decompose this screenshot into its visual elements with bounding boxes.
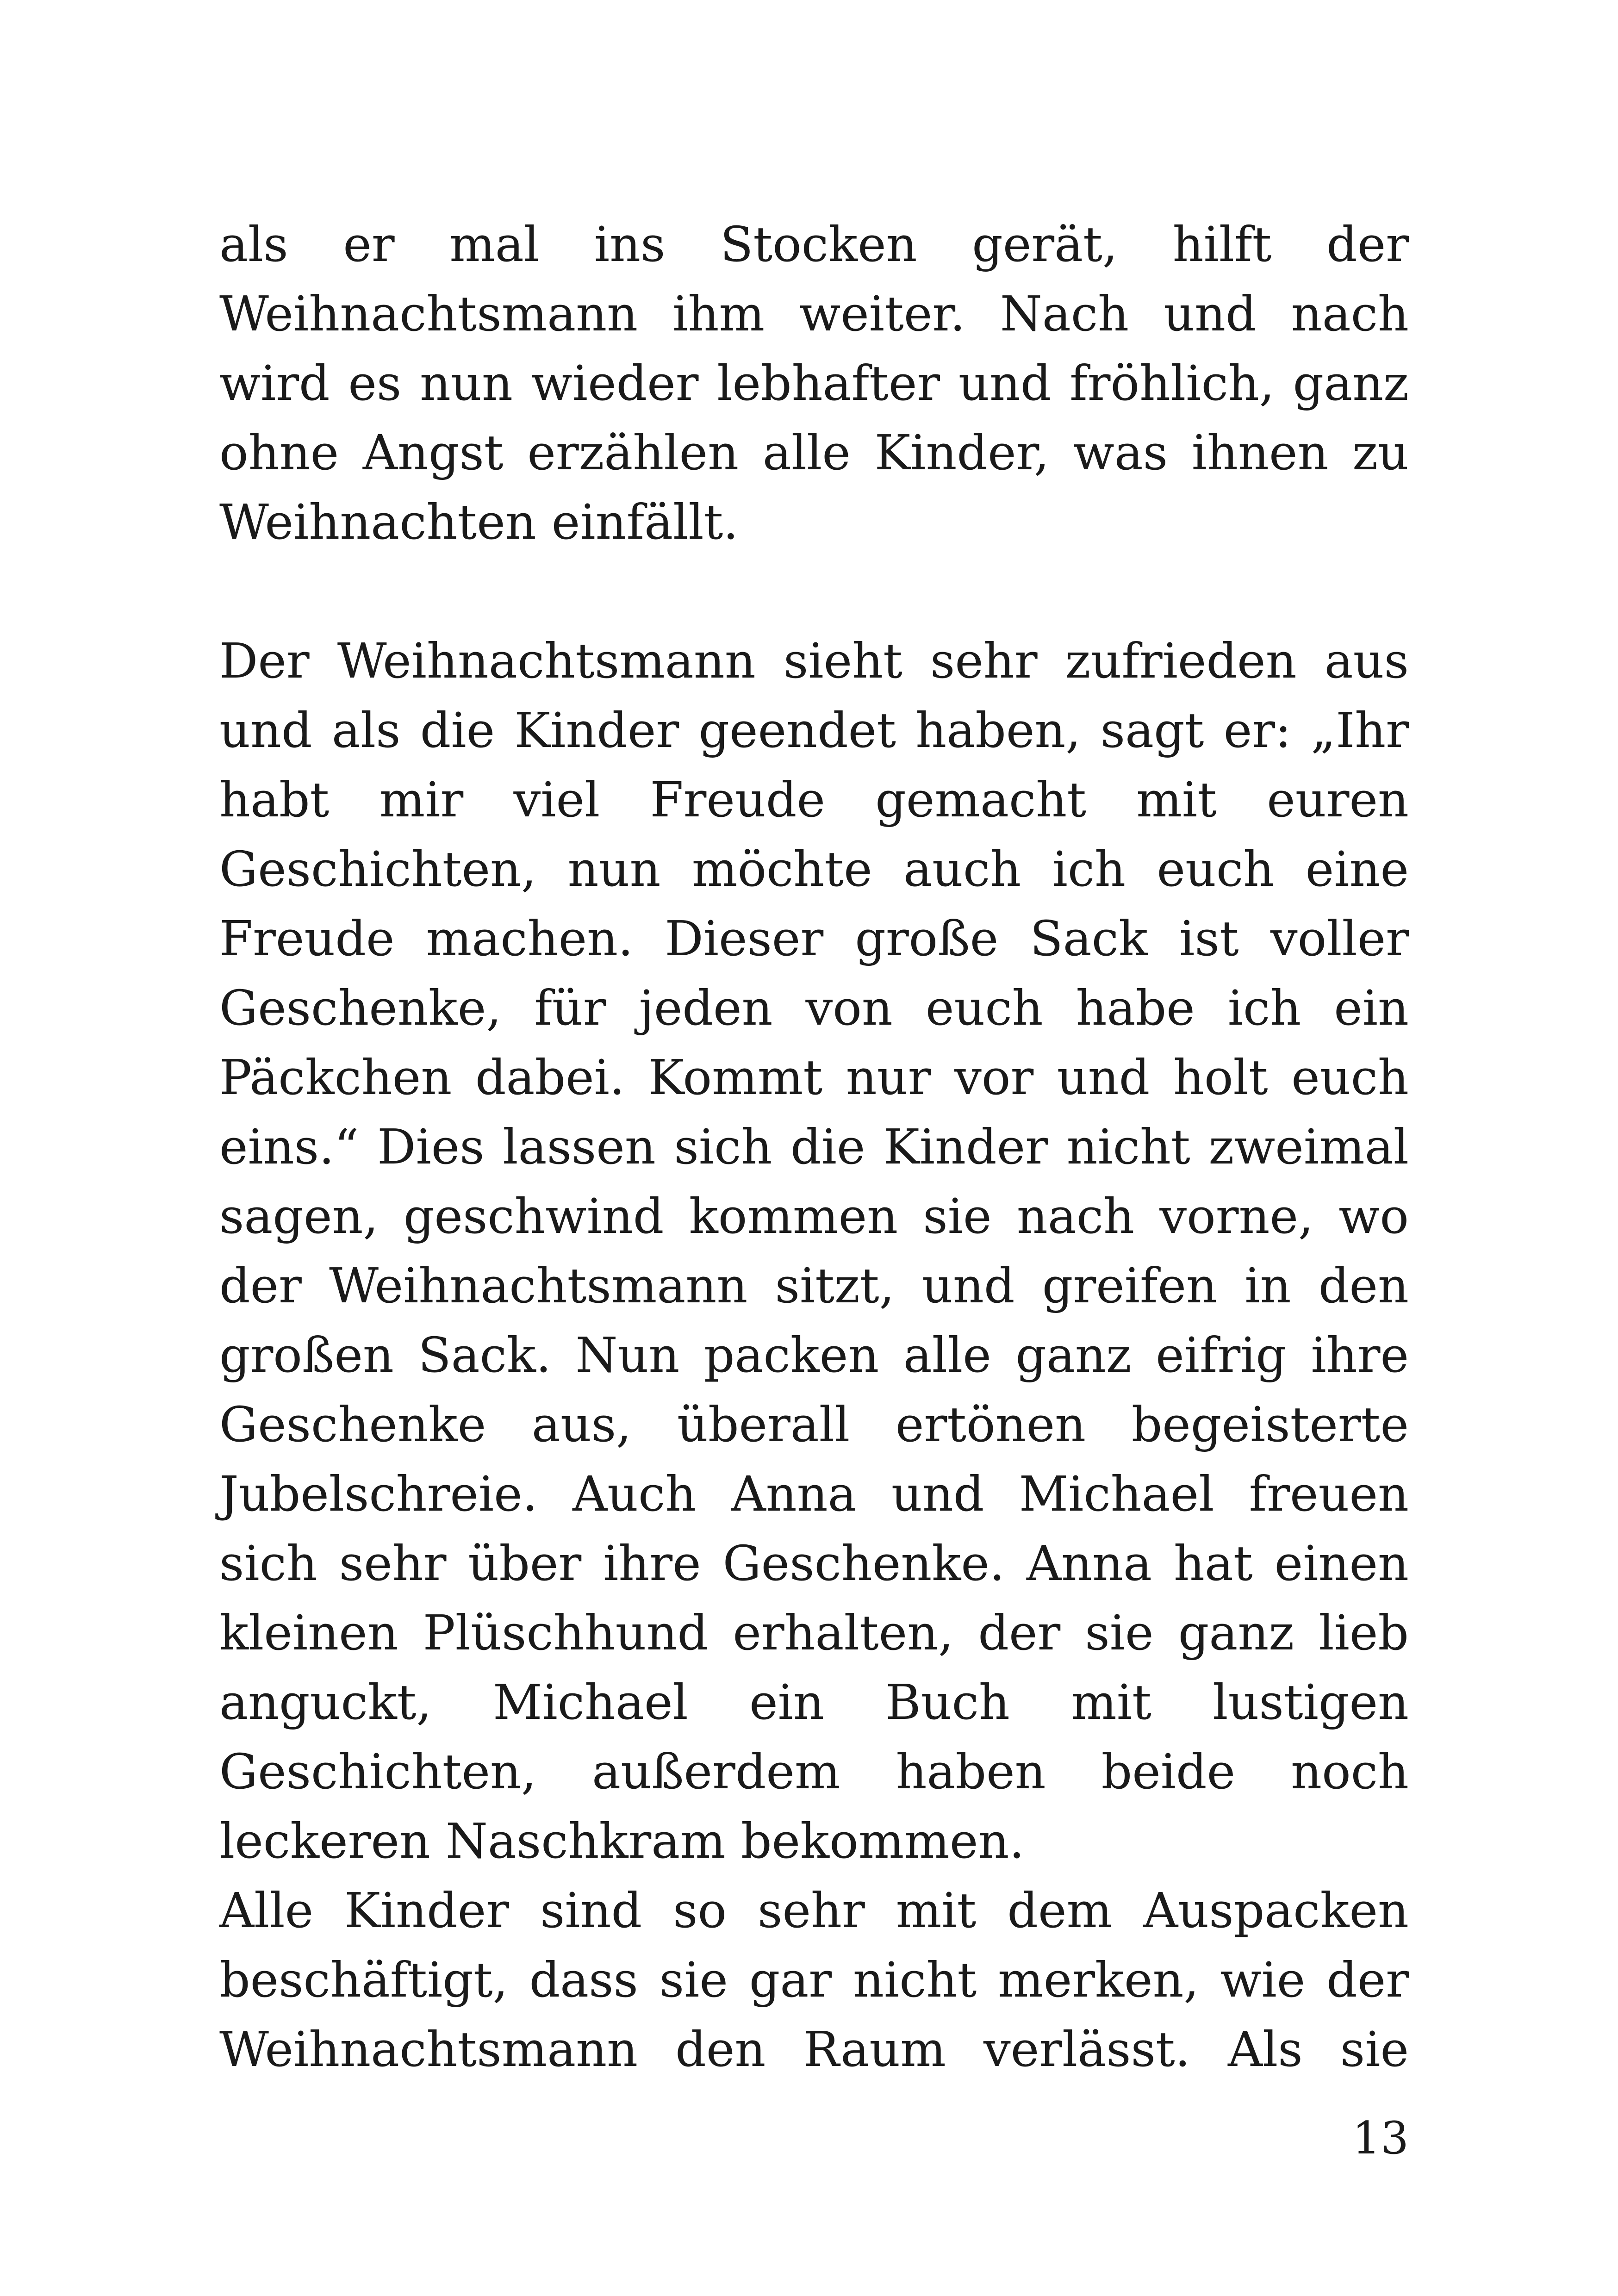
text-line: Weihnachtsmann ihm weiter. Nach und nach <box>219 286 1409 342</box>
text-line: sich sehr über ihre Geschenke. Anna hat einen <box>219 1535 1409 1592</box>
text-line: Päckchen dabei. Kommt nur vor und holt euch <box>219 1049 1409 1106</box>
text-line: ohne Angst erzählen alle Kinder, was ihnen zu <box>219 424 1409 481</box>
text-line: Geschenke, für jeden von euch habe ich ein <box>219 980 1409 1036</box>
text-line: Weihnachtsmann den Raum verlässt. Als sie <box>219 2021 1409 2078</box>
text-line: leckeren Naschkram bekommen. <box>219 1813 1025 1869</box>
text-line: Geschenke aus, überall ertönen begeisterte <box>219 1396 1409 1453</box>
text-line: Jubelschreie. Auch Anna und Michael freuen <box>219 1466 1409 1522</box>
text-line: sagen, geschwind kommen sie nach vorne, wo <box>219 1188 1409 1244</box>
text-line: der Weihnachtsmann sitzt, und greifen in den <box>219 1257 1409 1314</box>
text-line: als er mal ins Stocken gerät, hilft der <box>219 216 1409 273</box>
text-line: Der Weihnachtsmann sieht sehr zufrieden aus <box>219 633 1409 689</box>
text-line: beschäftigt, dass sie gar nicht merken, wie der <box>219 1952 1409 2008</box>
text-line: großen Sack. Nun packen alle ganz eifrig ihre <box>219 1327 1409 1383</box>
text-line: kleinen Plüschhund erhalten, der sie ganz lieb <box>219 1605 1409 1661</box>
paragraph-2 <box>219 626 1409 2084</box>
text-line: Alle Kinder sind so sehr mit dem Auspacken <box>219 1882 1409 1939</box>
text-line: Weihnachten einfällt. <box>219 494 739 550</box>
paragraph-1 <box>219 210 1409 557</box>
text-line: und als die Kinder geendet haben, sagt er: „Ihr <box>219 702 1409 759</box>
text-line: Geschichten, nun möchte auch ich euch eine <box>219 841 1409 897</box>
text-line: eins.“ Dies lassen sich die Kinder nicht zweimal <box>219 1119 1409 1175</box>
text-line: wird es nun wieder lebhafter und fröhlich, ganz <box>219 355 1409 411</box>
page-number: 13 <box>1352 2112 1409 2164</box>
text-line: anguckt, Michael ein Buch mit lustigen <box>219 1674 1409 1730</box>
text-line: Geschichten, außerdem haben beide noch <box>219 1743 1409 1800</box>
text-line: Freude machen. Dieser große Sack ist voller <box>219 910 1409 967</box>
text-line: habt mir viel Freude gemacht mit euren <box>219 772 1409 828</box>
